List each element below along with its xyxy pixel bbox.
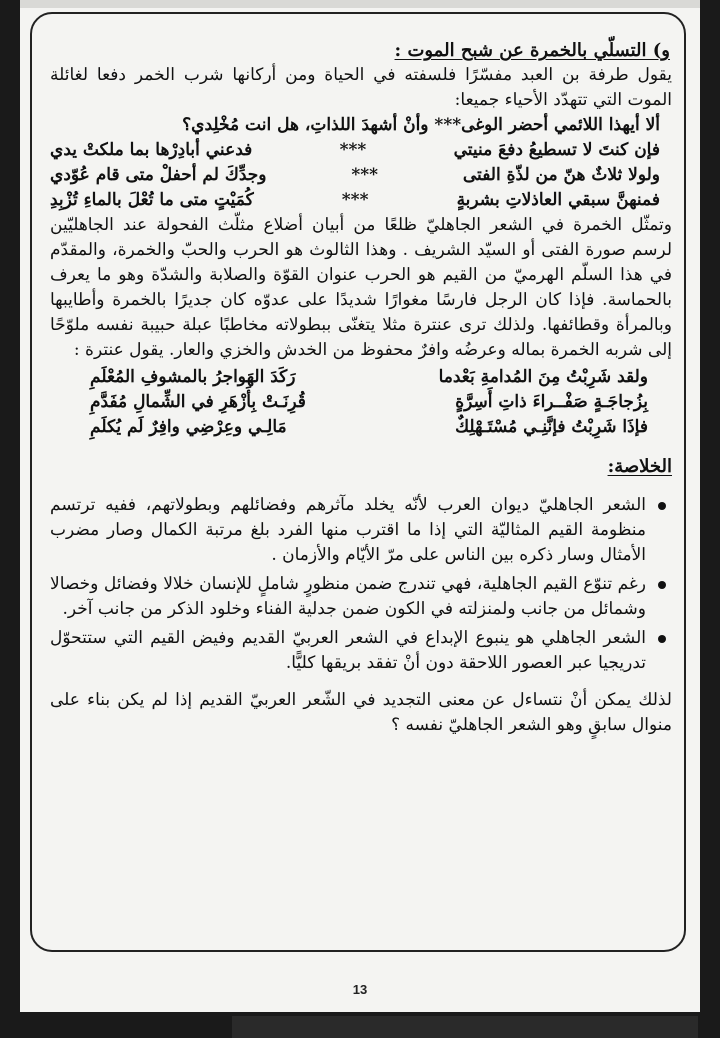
verse-second-half: وجدِّكَ لم أحفلْ متى قام عُوّدي bbox=[50, 165, 267, 185]
verse-second-half: كُمَيْتٍ متى ما تُعْلَ بالماءِ تُزْبِدِ bbox=[50, 190, 254, 210]
top-strip bbox=[20, 0, 700, 8]
verse-first-half: ولقد شَرِبْتُ مِنَ المُدامةِ بَعْدما bbox=[438, 367, 648, 387]
list-item: الشعر الجاهلي هو ينبوع الإبداع في الشعر العربيّ القديم وفيض القيم التي ستتحوّل تدريجيا عبر العصور اللاحقة دون أنْ تفقد بريقها كليًّا. bbox=[50, 626, 672, 676]
closing-paragraph: لذلك يمكن أنْ نتساءل عن معنى التجديد في الشّعر العربيّ القديم إذا لم يكن بناء على منوال سابقٍ وهو الشعر الجاهليّ نفسه ؟ bbox=[50, 690, 672, 735]
verse-line bbox=[50, 415, 672, 440]
document-page bbox=[20, 0, 700, 1012]
verse-first-half: فإن كنتَ لا تسطيعُ دفعَ منيتي bbox=[453, 140, 660, 160]
verse-first-half: فإذَا شَرِبْتُ فإنَّنِـي مُسْتَـهْلِكٌ bbox=[455, 417, 648, 437]
intro-paragraph: يقول طرفة بن العبد مفسّرًا فلسفته في الحياة ومن أركانها شرب الخمر دفعا لغائلة الموت التي تتهدّد الأحياء جميعا: bbox=[50, 65, 672, 110]
verse-line bbox=[50, 113, 672, 138]
verse-first-half: فمنهنَّ سبقي العاذلاتِ بشربةٍ bbox=[456, 190, 660, 210]
verse-second-half: مَالِـي وعِرْضِي وافِرٌ لَم يُكلَمِ bbox=[90, 417, 287, 437]
verse-first-half: ولولا ثلاثٌ هنّ من لذّةِ الفتى bbox=[462, 165, 660, 185]
verse-second-half: فدعني أبادِرْها بما ملكتْ يدي bbox=[50, 140, 253, 160]
verse-separator: *** bbox=[339, 140, 367, 160]
verse-line bbox=[50, 365, 672, 390]
bottom-bar bbox=[232, 1016, 698, 1038]
antara-poem bbox=[50, 365, 672, 440]
verse-line bbox=[50, 163, 672, 188]
verse-line bbox=[50, 138, 672, 163]
middle-paragraph: وتمثّل الخمرة في الشعر الجاهليّ ظلعًا من أبيان أضلاع مثلّث الفحولة عند الجاهليّين لرسم صورة الفتى أو السيّد الشريف . وهذا الثالوث هو الحرب والحبّ والخمرة، والمقدّم في هذا السلّم الهرميّ من القيم هو الحرب عنوان القوّة والصلابة والشدّة وهو ما يعرف بالحماسة. فإذا كان الرجل فارسًا مغوارًا شديدًا على عدوّه كان جديرًا بالخمرة وأطايبها وبالمرأة وقطائفها. ولذلك ترى عنترة مثلا يتغنّى ببطولاته مخاطبًا عبلة حبيبة نفسه ملوّحًا إلى شربه الخمرة بماله وعرضُه وافرٌ محفوظ من الخدش والخزي والعار. يقول عنترة : bbox=[50, 215, 672, 360]
list-item: الشعر الجاهليّ ديوان العرب لأنّه يخلد مآثرهم وفضائلهم وبطولاتهم، ففيه ترتسم منظومة القيم المثاليّة التي إذا ما اقترب منها الفرد بلغ مرتبة الكمال وصار مضرب الأمثال وسار ذكره بين الناس على مرّ الأيّام والأزمان . bbox=[50, 493, 672, 568]
verse-separator: *** bbox=[341, 190, 369, 210]
verse-line bbox=[50, 188, 672, 213]
verse-second-half: قُرِنَـتْ بِأَزْهَرِ في الشِّمالِ مُفَدَّمِ bbox=[90, 392, 306, 412]
page-content bbox=[50, 38, 672, 738]
page-number: 13 bbox=[352, 982, 368, 997]
summary-title: الخلاصة: bbox=[607, 456, 672, 477]
verse-second-half: رَكَدَ الهَواجرُ بالمشوفِ المُعْلَمِ bbox=[90, 367, 296, 387]
summary-list bbox=[50, 493, 672, 676]
section-heading: و) التسلّي بالخمرة عن شبح الموت : bbox=[394, 40, 670, 61]
tarafa-poem bbox=[50, 113, 672, 213]
verse-separator: *** bbox=[351, 165, 379, 185]
verse-text: ألا أيهذا اللائمي أحضر الوغى*** وأنْ أشهدَ اللذاتِ، هل انت مُخْلِدي؟ bbox=[182, 115, 660, 135]
list-item: رغم تنوّع القيم الجاهلية، فهي تندرج ضمن منظورٍ شاملٍ للإنسان خلالا وفضائل وخصالا وشمائل من جانب ولمنزلته في الكون ضمن جدلية الفناء وخلود الذكر من جانب آخر. bbox=[50, 572, 672, 622]
verse-first-half: بِزُجاجَـةٍ صَفْــراءَ ذاتِ أَسِرَّةٍ bbox=[455, 392, 648, 412]
verse-line bbox=[50, 390, 672, 415]
